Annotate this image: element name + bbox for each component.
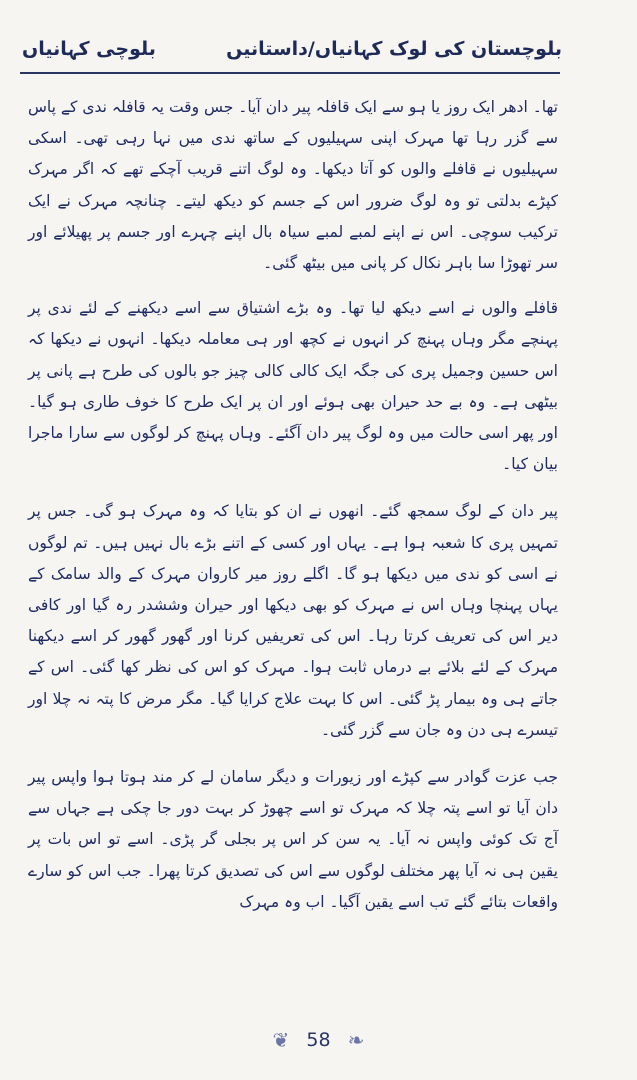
story-text [28, 92, 558, 934]
paragraph-2: قافلے والوں نے اسے دیکھ لیا تھا۔ وہ بڑے اشتیاق سے اسے دیکھنے کے لئے ندی پر پہنچے مگر وہاں پہنچ کر انہوں نے کچھ اور ہی معاملہ دیکھا۔ انہوں نے دیکھا کہ اس حسین وجمیل پری کی جگہ ایک کالی کالی چیز جو بالوں کی طرح ہے پانی پر بیٹھی ہے۔ وہ بے حد حیران بھی ہوئے اور ان پر ایک طرح کا خوف طاری ہو گیا۔ اور پھر اسی حالت میں وہ لوگ پیر دان آگئے۔ وہاں پہنچ کر لوگوں سے سارا ماجرا بیان کیا۔ [28, 299, 558, 474]
chapter-title: بلوچی کہانیاں [22, 38, 156, 60]
paragraph-3: پیر دان کے لوگ سمجھ گئے۔ انھوں نے ان کو بتایا کہ وہ مہرک ہو گی۔ جس پر تمہیں پری کا شعبہ ہوا ہے۔ یہاں اور کسی کے اتنے بڑے بال نہیں ہیں۔ تم لوگوں نے اسی کو ندی میں دیکھا ہو گا۔ اگلے روز میر کاروان مہرک کے والد سامک کے یہاں پہنچا وہاں اس نے مہرک کو بھی دیکھا اور حیران وششدر رہ گیا اور کافی دیر اس کی تعریف کرتا رہا۔ اس کی تعریفیں کرنا اور گھور گھور کر اسے دیکھنا مہرک کے لئے بلائے بے درماں ثابت ہوا۔ مہرک کو اس کی نظر کھا گئی۔ اس کے جاتے ہی وہ بیمار پڑ گئی۔ اس کا بہت علاج کرایا گیا۔ مگر مرض کا پتہ نہ چلا اور تیسرے ہی دن وہ جان سے گزر گئی۔ [28, 502, 558, 739]
right-ornament-icon: ❧ [347, 1028, 365, 1052]
header-rule [20, 72, 560, 74]
left-ornament-icon: ❦ [272, 1028, 290, 1052]
page-footer [0, 1028, 637, 1058]
book-title: بلوچستان کی لوک کہانیاں/داستانیں [226, 38, 562, 60]
paragraph-1: تھا۔ ادھر ایک روز یا ہو سے ایک قافلہ پیر دان آیا۔ جس وقت یہ قافلہ ندی کے پاس سے گزر رہا تھا مہرک اپنی سہیلیوں کے ساتھ ندی میں نہا رہی تھی۔ اسکی سہیلیوں نے قافلے والوں کو آتا دیکھا۔ وہ لوگ اتنے قریب آچکے تھے کہ اگر مہرک کپڑے بدلتی تو وہ لوگ ضرور اس کے جسم کو دیکھ لیتے۔ چنانچہ مہرک نے ایک ترکیب سوچی۔ اس نے اپنے لمبے لمبے سیاہ بال اپنے چہرے اور جسم پر پھیلائے اور سر تھوڑا سا باہر نکال کر پانی میں بیٹھ گئی۔ [28, 98, 558, 273]
page-number: 58 [306, 1029, 331, 1051]
page-header [22, 34, 562, 70]
paragraph-4: جب عزت گوادر سے کپڑے اور زیورات و دیگر سامان لے کر مند ہوتا ہوا واپس پیر دان آیا تو اسے پتہ چلا کہ مہرک تو اسے چھوڑ کر بہت دور جا چکی ہے جہاں سے آج تک کوئی واپس نہ آیا۔ یہ سن کر اس پر بجلی گر پڑی۔ اسے تو اس بات پر یقین ہی نہ آیا پھر مختلف لوگوں سے اس کی تصدیق کرتا پھرا۔ جب اس کو سارے واقعات بتائے گئے تب اسے یقین آگیا۔ اب وہ مہرک [28, 768, 558, 911]
